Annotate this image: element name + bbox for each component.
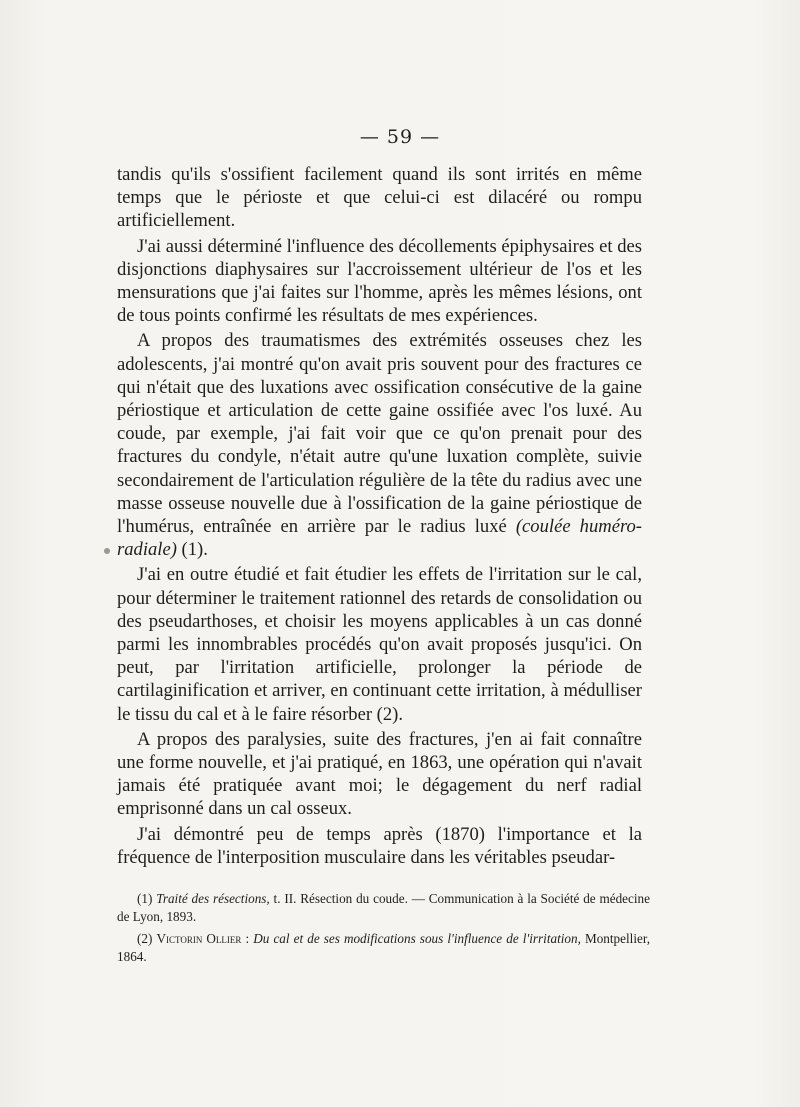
paragraph-1: tandis qu'ils s'ossifient facilement quand ils sont irrités en même temps que le périoste et que celui-ci est dilacéré ou rompu artificiellement. bbox=[117, 164, 642, 232]
footnote-2-marker: (2) bbox=[137, 931, 153, 946]
footnote-2-rest: Montpellier, 1864. bbox=[117, 931, 651, 964]
paragraph-3-text: A propos des traumatismes des extrémités osseuses chez les adolescents, j'ai montré qu'on avait pris souvent pour des fractures ce qui n'était que des luxations avec ossification consécutive de la gaine périostique et articulation de cette gaine ossifiée avec l'os luxé. Au coude, par exemple, j'ai fait voir que ce qu'on prenait pour des fractures du condyle, n'était autre qu'une luxation complète, suivie secondairement de l'articulation régulière de la tête du radius avec une masse osseuse nouvelle due à l'ossification de la gaine périostique de l'humérus, entraînée en arrière par le radius luxé bbox=[117, 330, 642, 538]
paragraph-4: J'ai en outre étudié et fait étudier les effets de l'irritation sur le cal, pour déterminer le traitement rationnel des retards de consolidation ou des pseudarthoses, et choisir les moyens applicables à un cas donné parmi les innombrables procédés qu'on avait proposés jusqu'ici. On peut, par l'irritation artificielle, prolonger la période de cartilaginification et arriver, en continuant cette irritation, à médulliser le tissu du cal et à le faire résorber (2). bbox=[117, 564, 642, 725]
footnote-2-title: Du cal et de ses modifications sous l'influence de l'irritation, bbox=[253, 931, 581, 946]
body-text bbox=[117, 163, 642, 871]
page-number: — 59 — bbox=[359, 126, 441, 148]
footnote-1-marker: (1) bbox=[137, 891, 153, 906]
footnote-1 bbox=[117, 890, 650, 926]
footnote-2-author: Victorin Ollier bbox=[156, 931, 242, 946]
paragraph-3-tail: (1). bbox=[176, 539, 208, 561]
footnote-2-sep: : bbox=[241, 931, 254, 946]
paragraph-3-italic: (coulée huméro-radiale) bbox=[117, 516, 642, 561]
paragraph-6: J'ai démontré peu de temps après (1870) l'importance et la fréquence de l'interposition musculaire dans les véritables pseudar- bbox=[117, 823, 642, 868]
footnote-1-title: Traité des résections, bbox=[156, 891, 270, 906]
paragraph-5: A propos des paralysies, suite des fractures, j'en ai fait connaître une forme nouvelle, et j'ai pratiqué, en 1863, une opération qui n'avait jamais été pratiquée avant moi; le dégagement du nerf radial emprisonné dans un cal osseux. bbox=[117, 728, 642, 820]
footnote-2 bbox=[117, 930, 650, 966]
ink-speck bbox=[104, 548, 110, 554]
paragraph-2: J'ai aussi déterminé l'influence des décollements épiphysaires et des disjonctions diaphysaires sur l'accroissement ultérieur de l'os et les mensurations que j'ai faites sur l'homme, après les mêmes lésions, ont de tous points confirmé les résultats de mes expériences. bbox=[117, 235, 642, 327]
footnote-1-rest: t. II. Résection du coude. — Communication à la Société de médecine de Lyon, 1893. bbox=[117, 891, 650, 924]
paragraph-3 bbox=[117, 329, 642, 561]
footnotes bbox=[117, 890, 650, 970]
